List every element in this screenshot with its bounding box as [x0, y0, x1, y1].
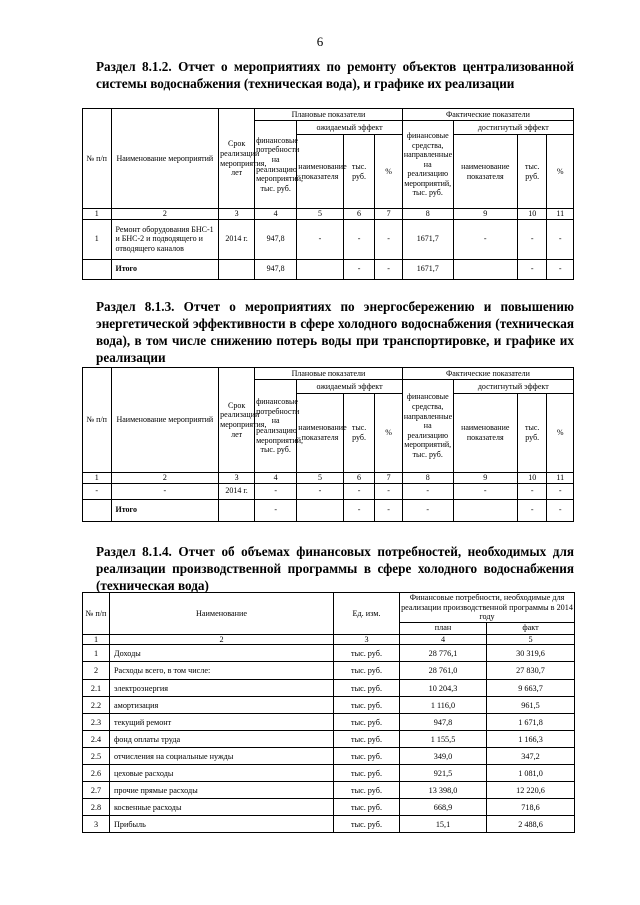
row-fin-plan: - [255, 483, 297, 499]
col-number: 2 [110, 634, 334, 645]
col-header-rub: тыс. руб. [343, 394, 375, 473]
total-label: Итого [111, 259, 219, 279]
col-number: 5 [487, 634, 575, 645]
col-number: 4 [255, 473, 297, 484]
col-header-achieved-effect: достигнутый эффект [453, 121, 573, 135]
row-num: 2.5 [83, 748, 110, 765]
col-header-indicator: наименование показателя [297, 394, 343, 473]
col-header-unit: Ед. изм. [334, 593, 400, 635]
row-ach-rub: - [517, 483, 547, 499]
col-header-fact: факт [487, 622, 575, 634]
row-plan: 13 398,0 [400, 782, 487, 799]
row-fact: 27 830,7 [487, 662, 575, 680]
table-row [83, 697, 575, 714]
row-fact: 1 081,0 [487, 765, 575, 782]
row-num: 1 [83, 645, 110, 662]
row-name: отчисления на социальные нужды [110, 748, 334, 765]
col-header-planned: Плановые показатели [255, 368, 403, 380]
row-fact: 961,5 [487, 697, 575, 714]
col-number: 8 [402, 209, 453, 220]
table-row [83, 483, 574, 499]
row-exp-rub: - [343, 219, 375, 259]
col-number: 11 [547, 209, 574, 220]
total-exp-rub: - [343, 499, 375, 521]
row-plan: 668,9 [400, 799, 487, 816]
col-header-rub: тыс. руб. [343, 135, 375, 209]
row-plan: 28 776,1 [400, 645, 487, 662]
col-header-plan: план [400, 622, 487, 634]
row-unit: тыс. руб. [334, 782, 400, 799]
col-number: 11 [547, 473, 574, 484]
col-header-fin-plan: финансовые потребности на реализацию мероприятий, тыс. руб. [255, 380, 297, 473]
row-unit: тыс. руб. [334, 662, 400, 680]
row-ach-pct: - [547, 219, 574, 259]
col-header-term: Срок реализации мероприятия, лет [219, 368, 255, 473]
col-header-pct: % [375, 394, 402, 473]
col-header-expected-effect: ожидаемый эффект [297, 380, 403, 394]
row-fact: 12 220,6 [487, 782, 575, 799]
col-number: 5 [297, 473, 343, 484]
col-header-actual: Фактические показатели [402, 368, 573, 380]
row-fact: 1 166,3 [487, 731, 575, 748]
col-header-rub: тыс. руб. [517, 394, 547, 473]
table-row [83, 799, 575, 816]
col-header-indicator: наименование показателя [453, 394, 517, 473]
row-ach-name: - [453, 483, 517, 499]
col-number: 7 [375, 473, 402, 484]
col-header-num: № п/п [83, 368, 112, 473]
row-name: Ремонт оборудования БНС-1 и БНС-2 и подводящего и отводящего каналов [111, 219, 219, 259]
row-name: прочие прямые расходы [110, 782, 334, 799]
col-number: 2 [111, 209, 219, 220]
row-name: цеховые расходы [110, 765, 334, 782]
col-number: 10 [517, 473, 547, 484]
row-num: 2.8 [83, 799, 110, 816]
row-exp-name: - [297, 219, 343, 259]
col-header-term: Срок реализации мероприятия, лет [219, 109, 255, 209]
column-numbers-row [83, 634, 575, 645]
col-number: 4 [255, 209, 297, 220]
row-name: косвенные расходы [110, 799, 334, 816]
row-unit: тыс. руб. [334, 645, 400, 662]
col-header-indicator: наименование показателя [453, 135, 517, 209]
row-fact: 30 319,6 [487, 645, 575, 662]
row-plan: 10 204,3 [400, 680, 487, 697]
row-unit: тыс. руб. [334, 714, 400, 731]
total-row [83, 259, 574, 279]
total-fin-fact: - [402, 499, 453, 521]
row-plan: 1 155,5 [400, 731, 487, 748]
row-fact: 1 671,8 [487, 714, 575, 731]
row-ach-name: - [453, 219, 517, 259]
total-exp-rub: - [343, 259, 375, 279]
col-header-indicator: наименование показателя [297, 135, 343, 209]
total-fin-fact: 1671,7 [402, 259, 453, 279]
col-header-fin-needs: Финансовые потребности, необходимые для реализации производственной программы в 2014 году [401, 593, 573, 622]
table-row [83, 748, 575, 765]
total-ach-rub: - [517, 499, 547, 521]
col-number: 7 [375, 209, 402, 220]
col-header-fin-fact: финансовые средства, направленные на реализацию мероприятий, тыс. руб. [402, 121, 453, 209]
col-number: 1 [83, 634, 110, 645]
col-number: 10 [517, 209, 547, 220]
column-numbers-row [83, 473, 574, 484]
row-num: 2.6 [83, 765, 110, 782]
row-unit: тыс. руб. [334, 799, 400, 816]
col-number: 6 [343, 473, 375, 484]
section-812-table [82, 108, 574, 280]
row-num: 2.1 [83, 680, 110, 697]
col-number: 6 [343, 209, 375, 220]
total-ach-pct: - [547, 259, 574, 279]
row-unit: тыс. руб. [334, 697, 400, 714]
table-row [83, 645, 575, 662]
col-number: 4 [400, 634, 487, 645]
col-number: 1 [83, 209, 112, 220]
col-number: 9 [453, 209, 517, 220]
col-header-num: № п/п [83, 109, 112, 209]
table-row [83, 219, 574, 259]
col-number: 2 [111, 473, 219, 484]
row-ach-pct: - [547, 483, 574, 499]
row-unit: тыс. руб. [334, 765, 400, 782]
col-header-actual: Фактические показатели [402, 109, 573, 121]
row-name: Расходы всего, в том числе: [110, 662, 334, 680]
col-header-name: Наименование [110, 593, 334, 635]
total-fin-plan: - [255, 499, 297, 521]
col-header-name: Наименование мероприятий [111, 368, 219, 473]
row-plan: 349,0 [400, 748, 487, 765]
row-fact: 718,6 [487, 799, 575, 816]
row-name: текущий ремонт [110, 714, 334, 731]
total-fin-plan: 947,8 [255, 259, 297, 279]
row-exp-pct: - [375, 219, 402, 259]
col-header-pct: % [547, 394, 574, 473]
page-number: 6 [316, 34, 324, 49]
row-num: 2.4 [83, 731, 110, 748]
table-row [83, 714, 575, 731]
section-814-table [82, 592, 575, 833]
section-813-table [82, 367, 574, 522]
row-name: амортизация [110, 697, 334, 714]
row-plan: 15,1 [400, 816, 487, 833]
col-number: 8 [402, 473, 453, 484]
col-header-fin-fact: финансовые средства, направленные на реализацию мероприятий, тыс. руб. [402, 380, 453, 473]
total-exp-pct: - [375, 499, 402, 521]
col-header-expected-effect: ожидаемый эффект [297, 121, 403, 135]
row-num: - [83, 483, 112, 499]
table-row [83, 662, 575, 680]
row-plan: 921,5 [400, 765, 487, 782]
row-plan: 28 761,0 [400, 662, 487, 680]
col-number: 3 [219, 209, 255, 220]
row-fin-fact: 1671,7 [402, 219, 453, 259]
table-row [83, 680, 575, 697]
col-header-planned: Плановые показатели [255, 109, 403, 121]
row-fin-plan: 947,8 [255, 219, 297, 259]
row-fact: 2 488,6 [487, 816, 575, 833]
row-fact: 9 663,7 [487, 680, 575, 697]
row-unit: тыс. руб. [334, 731, 400, 748]
col-header-achieved-effect: достигнутый эффект [453, 380, 573, 394]
row-num: 1 [83, 219, 112, 259]
total-ach-rub: - [517, 259, 547, 279]
col-number: 5 [297, 209, 343, 220]
col-number: 3 [219, 473, 255, 484]
row-unit: тыс. руб. [334, 680, 400, 697]
col-header-pct: % [547, 135, 574, 209]
row-term: 2014 г. [219, 483, 255, 499]
row-num: 3 [83, 816, 110, 833]
row-fact: 347,2 [487, 748, 575, 765]
row-unit: тыс. руб. [334, 816, 400, 833]
col-header-rub: тыс. руб. [517, 135, 547, 209]
table-row [83, 782, 575, 799]
row-name: Прибыль [110, 816, 334, 833]
total-exp-pct: - [375, 259, 402, 279]
row-plan: 947,8 [400, 714, 487, 731]
row-num: 2 [83, 662, 110, 680]
section-813-title: Раздел 8.1.3. Отчет о мероприятиях по энергосбережению и повышению энергетической эффективности в сфере холодного водоснабжения (техническая вода), в том числе снижению потерь воды при транспортировке, и графике их реализации [96, 299, 574, 365]
row-name: - [111, 483, 219, 499]
col-number: 1 [83, 473, 112, 484]
row-exp-rub: - [343, 483, 375, 499]
row-ach-rub: - [517, 219, 547, 259]
row-exp-name: - [297, 483, 343, 499]
row-num: 2.3 [83, 714, 110, 731]
table-row [83, 731, 575, 748]
row-exp-pct: - [375, 483, 402, 499]
col-header-name: Наименование мероприятий [111, 109, 219, 209]
row-num: 2.7 [83, 782, 110, 799]
col-number: 9 [453, 473, 517, 484]
column-numbers-row [83, 209, 574, 220]
row-fin-fact: - [402, 483, 453, 499]
row-term: 2014 г. [219, 219, 255, 259]
row-name: Доходы [110, 645, 334, 662]
row-name: фонд оплаты труда [110, 731, 334, 748]
col-header-pct: % [375, 135, 402, 209]
table-row [83, 765, 575, 782]
total-label: Итого [111, 499, 219, 521]
col-number: 3 [334, 634, 400, 645]
total-ach-pct: - [547, 499, 574, 521]
section-812-title: Раздел 8.1.2. Отчет о мероприятиях по ремонту объектов централизованной системы водоснабжения (техническая вода), и графике их реализации [96, 59, 574, 91]
row-unit: тыс. руб. [334, 748, 400, 765]
row-num: 2.2 [83, 697, 110, 714]
col-header-num: № п/п [83, 593, 110, 635]
col-header-fin-plan: финансовые потребности на реализацию мероприятий, тыс. руб. [255, 121, 297, 209]
total-row [83, 499, 574, 521]
row-name: электроэнергия [110, 680, 334, 697]
section-814-title: Раздел 8.1.4. Отчет об объемах финансовых потребностей, необходимых для реализации производственной программы в сфере холодного водоснабжения (техническая вода) [96, 544, 574, 593]
row-plan: 1 116,0 [400, 697, 487, 714]
table-row [83, 816, 575, 833]
